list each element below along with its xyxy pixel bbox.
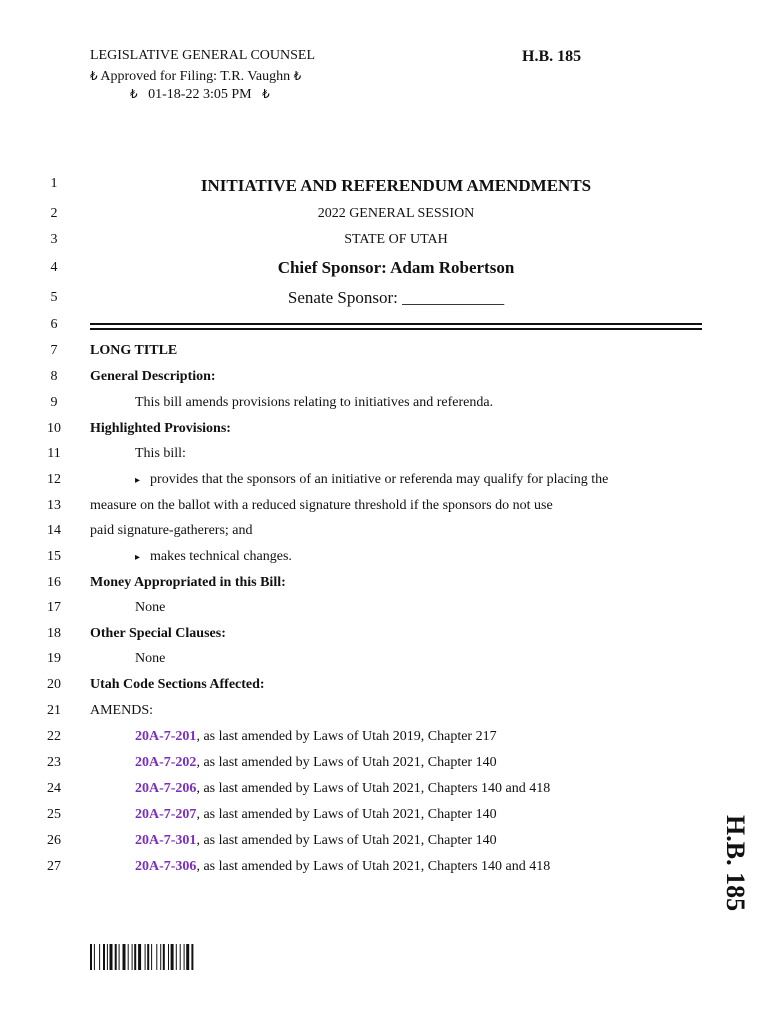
senate-sponsor: Senate Sponsor: ____________ <box>287 288 505 307</box>
line-number: 4 <box>50 260 58 275</box>
general-description: This bill amends provisions relating to initiatives and referenda. <box>135 395 494 410</box>
barcode-icon <box>90 944 232 970</box>
line-number: 15 <box>47 549 61 564</box>
line-number: 5 <box>50 290 58 305</box>
double-rule-top <box>90 323 702 325</box>
section-item: 20A-7-206, as last amended by Laws of Utah 2021, Chapters 140 and 418 <box>135 781 551 796</box>
code-section-link[interactable]: 20A-7-306 <box>135 859 197 874</box>
section-item: 20A-7-202, as last amended by Laws of Utah 2021, Chapter 140 <box>135 755 497 770</box>
double-rule-bottom <box>90 328 702 330</box>
long-title-heading: LONG TITLE <box>90 343 178 358</box>
line-number: 23 <box>47 755 61 770</box>
line-number: 12 <box>47 472 61 487</box>
provision-2: ▸ makes technical changes. <box>135 549 292 564</box>
approved-text: Approved for Filing: T.R. Vaughn <box>100 69 291 84</box>
line-number: 6 <box>50 317 58 332</box>
line-number: 13 <box>47 498 61 513</box>
money-value: None <box>135 600 166 615</box>
bullet-icon: ▸ <box>135 475 141 486</box>
bill-title: INITIATIVE AND REFERENDUM AMENDMENTS <box>200 176 592 195</box>
code-section-link[interactable]: 20A-7-206 <box>135 781 197 796</box>
section-item: 20A-7-301, as last amended by Laws of Utah 2021, Chapter 140 <box>135 833 497 848</box>
code-heading: Utah Code Sections Affected: <box>90 677 265 692</box>
chief-sponsor: Chief Sponsor: Adam Robertson <box>277 258 515 277</box>
code-section-link[interactable]: 20A-7-202 <box>135 755 197 770</box>
section-item: 20A-7-207, as last amended by Laws of Utah 2021, Chapter 140 <box>135 807 497 822</box>
line-number: 21 <box>47 703 61 718</box>
session: 2022 GENERAL SESSION <box>317 206 475 221</box>
line-number: 24 <box>47 781 61 796</box>
approval-mark-icon: ₺ <box>90 69 98 83</box>
section-item: 20A-7-201, as last amended by Laws of Utah 2019, Chapter 217 <box>135 729 497 744</box>
this-bill: This bill: <box>135 446 186 461</box>
amends-label: AMENDS: <box>90 703 154 718</box>
provision-1-cont: measure on the ballot with a reduced signature threshold if the sponsors do not use <box>90 498 553 513</box>
line-number: 16 <box>47 575 61 590</box>
approval-mark-icon: ₺ <box>293 69 302 83</box>
provision-1-end: paid signature-gatherers; and <box>90 523 253 538</box>
line-number: 1 <box>50 176 58 191</box>
line-number: 18 <box>47 626 61 641</box>
line-number: 2 <box>50 206 58 221</box>
special-heading: Other Special Clauses: <box>90 626 226 641</box>
line-number: 27 <box>47 859 61 874</box>
approval-mark-icon: ₺ <box>262 87 270 101</box>
line-number: 7 <box>50 343 58 358</box>
special-value: None <box>135 651 166 666</box>
header-office: LEGISLATIVE GENERAL COUNSEL <box>90 48 316 63</box>
line-number: 3 <box>50 232 58 247</box>
line-number: 14 <box>47 523 61 538</box>
provision-1: ▸ provides that the sponsors of an initiative or referenda may qualify for placing the <box>135 472 609 487</box>
line-number: 26 <box>47 833 61 848</box>
money-heading: Money Appropriated in this Bill: <box>90 575 286 590</box>
code-section-link[interactable]: 20A-7-301 <box>135 833 197 848</box>
section-item: 20A-7-306, as last amended by Laws of Utah 2021, Chapters 140 and 418 <box>135 859 551 874</box>
bullet-icon: ▸ <box>135 552 141 563</box>
general-description-heading: General Description: <box>90 369 216 384</box>
line-number: 19 <box>47 651 61 666</box>
datetime-text: 01-18-22 3:05 PM <box>148 87 252 102</box>
header-datetime <box>130 84 270 105</box>
side-bill-number: H.B. 185 <box>721 815 750 912</box>
code-section-link[interactable]: 20A-7-207 <box>135 807 197 822</box>
line-number: 20 <box>47 677 61 692</box>
line-number: 17 <box>47 600 61 615</box>
highlighted-heading: Highlighted Provisions: <box>90 421 231 436</box>
approval-mark-icon: ₺ <box>130 87 138 101</box>
state: STATE OF UTAH <box>344 232 448 247</box>
line-number: 8 <box>50 369 58 384</box>
line-number: 10 <box>47 421 61 436</box>
line-number: 9 <box>50 395 58 410</box>
line-number: 11 <box>47 446 61 461</box>
line-number: 22 <box>47 729 61 744</box>
bill-number: H.B. 185 <box>522 48 582 65</box>
line-number: 25 <box>47 807 61 822</box>
code-section-link[interactable]: 20A-7-201 <box>135 729 197 744</box>
